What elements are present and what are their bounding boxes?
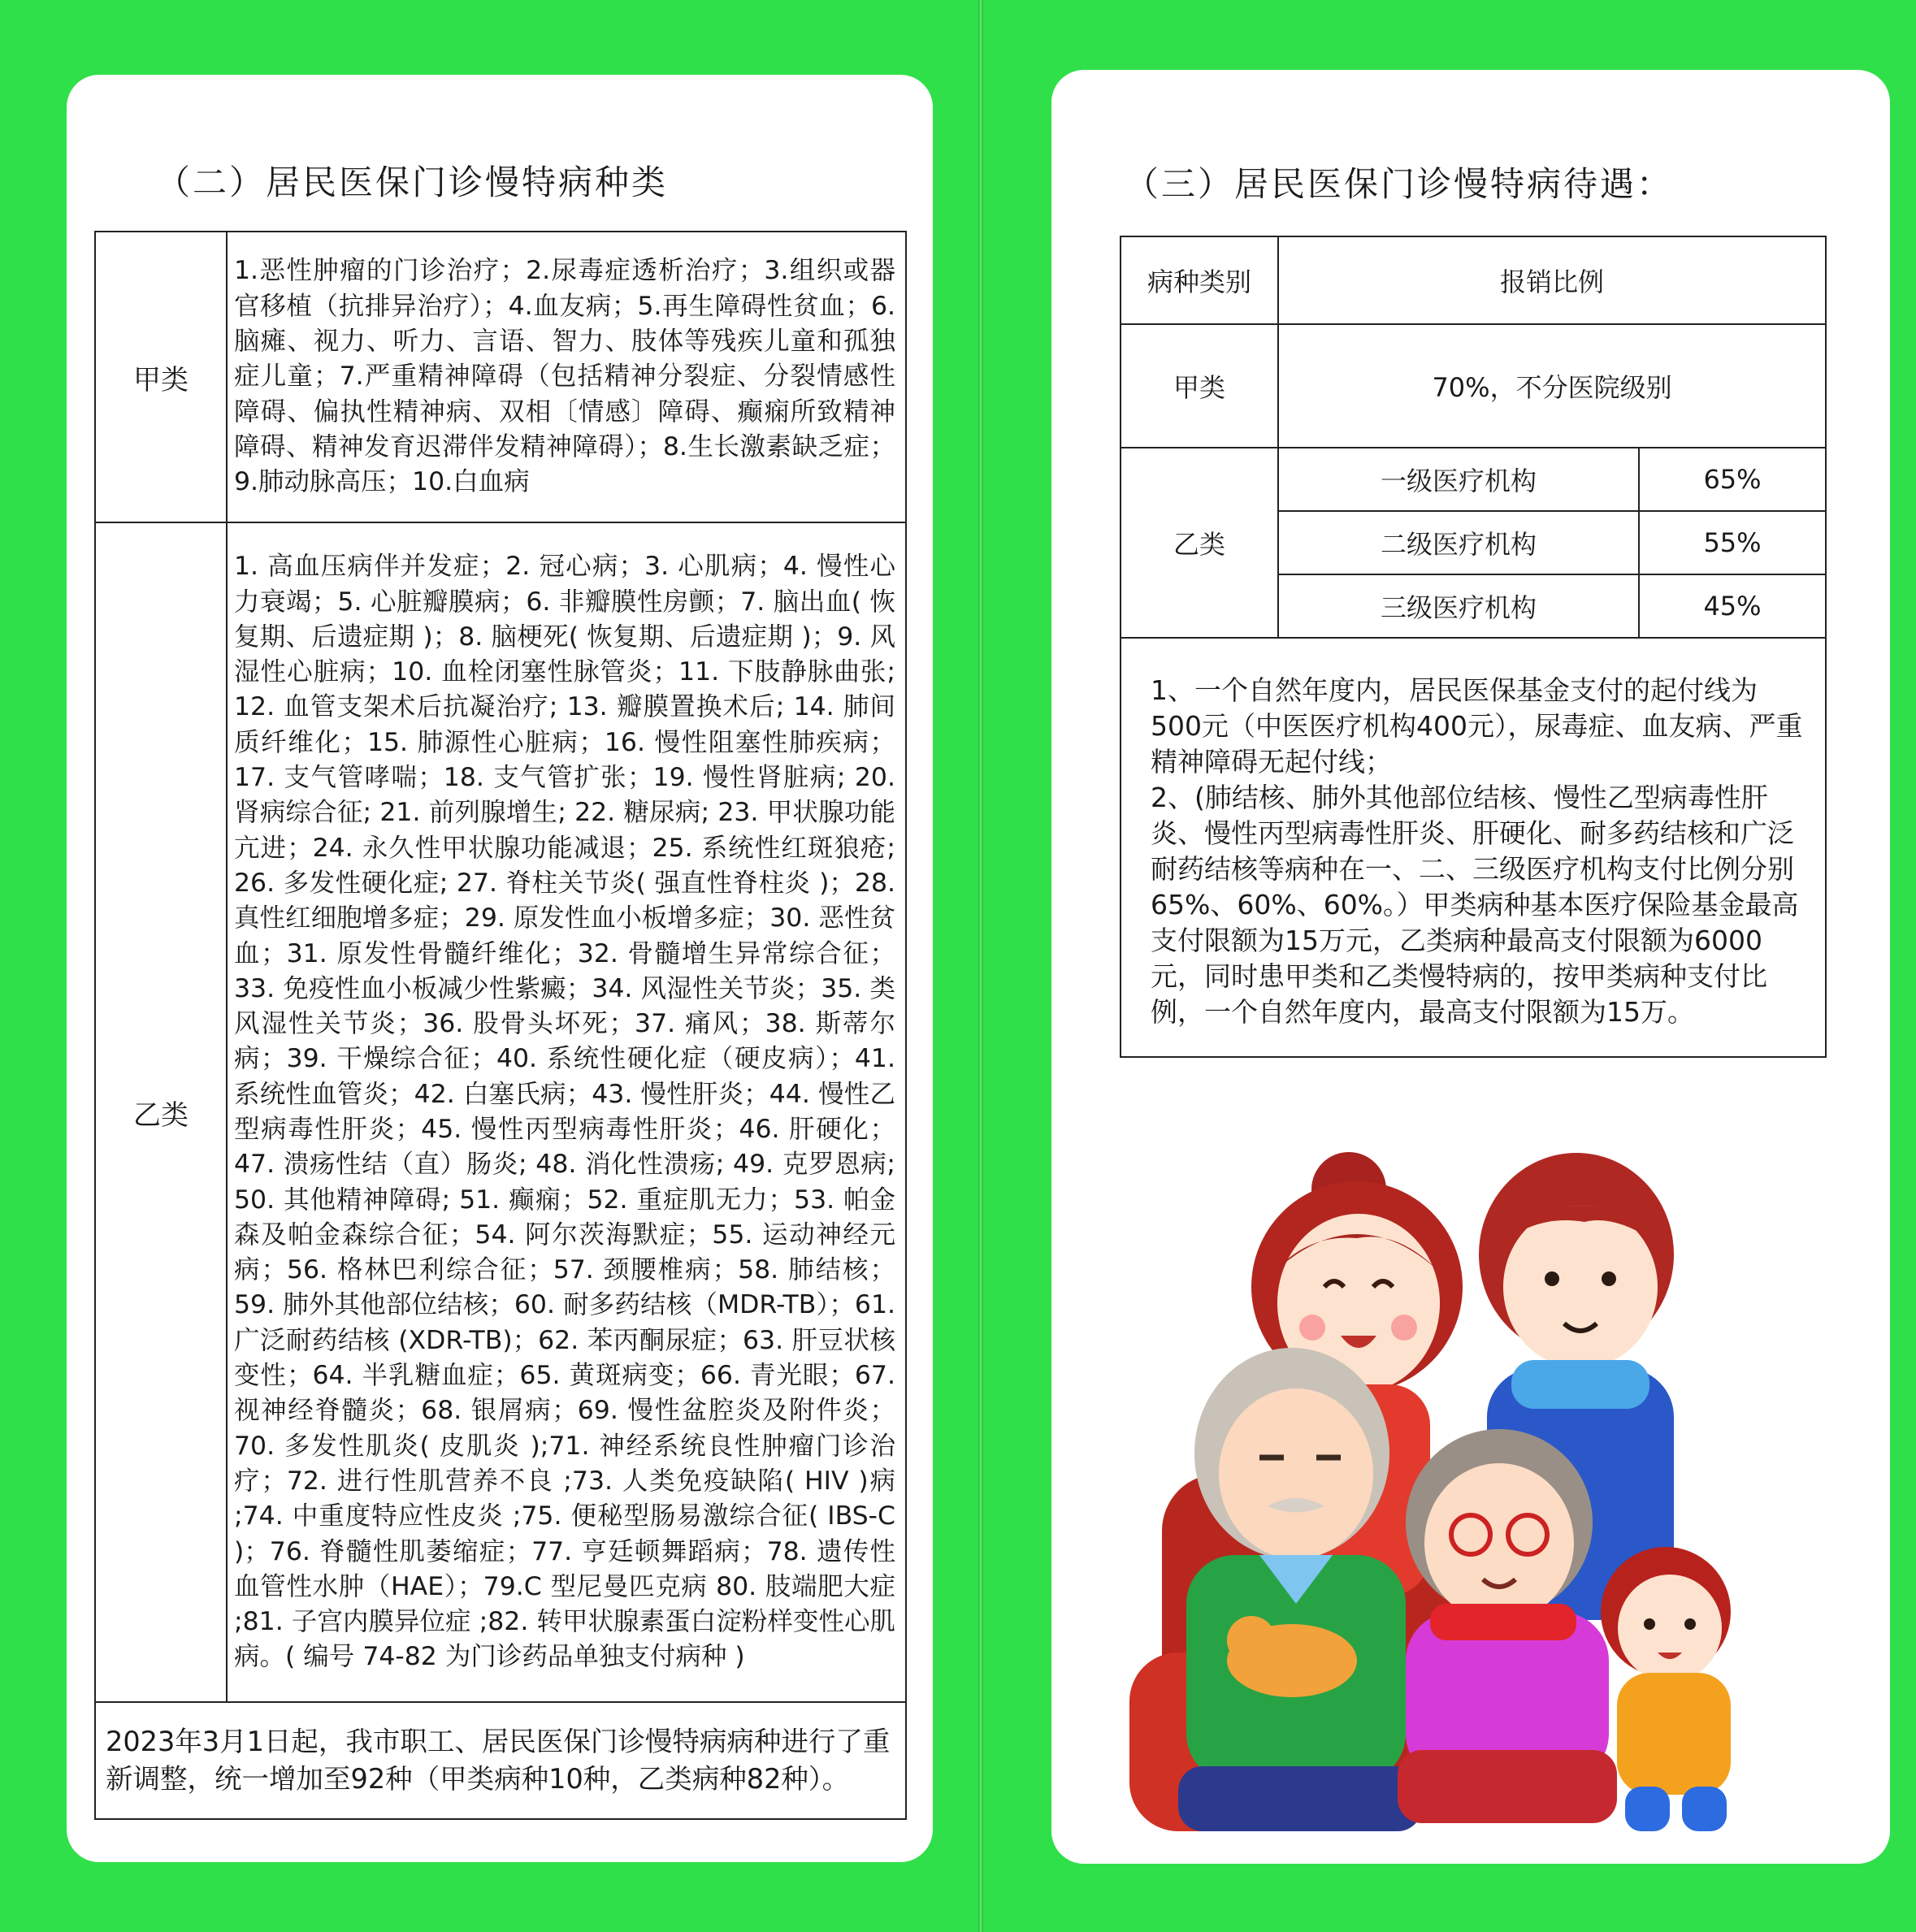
level-name: 二级医疗机构 xyxy=(1278,511,1639,574)
right-page xyxy=(1051,70,1890,1864)
left-page xyxy=(67,75,933,1862)
class-b-label: 乙类 xyxy=(95,522,227,1702)
note-row xyxy=(95,1702,906,1819)
level-name: 一级医疗机构 xyxy=(1278,448,1639,511)
class-a-rate-value: 70%，不分医院级别 xyxy=(1278,324,1826,448)
notes-row xyxy=(1121,638,1826,1057)
class-a-rate-label: 甲类 xyxy=(1121,324,1278,448)
family-illustration-icon xyxy=(1129,1133,1812,1848)
level-rate: 65% xyxy=(1639,448,1826,511)
reimbursement-table xyxy=(1120,236,1827,1058)
policy-notes xyxy=(1121,638,1826,1057)
class-b-diseases: 1. 高血压病伴并发症；2. 冠心病；3. 心肌病；4. 慢性心力衰竭；5. 心脏瓣膜病；6. 非瓣膜性房颤；7. 脑出血( 恢复期、后遗症期 )；8. 脑梗死( 恢复期、后遗症期 )；9. 风湿性心脏病；10. 血栓闭塞性脉管炎；11. 下肢静脉曲张; 12. 血管支架术后抗凝治疗; 13. 瓣膜置换术后; 14. 肺间质纤维化；15. 肺源性心脏病；16. 慢性阻塞性肺疾病；17. 支气管哮喘；18. 支气管扩张；19. 慢性肾脏病; 20. 肾病综合征; 21. 前列腺增生; 22. 糖尿病; 23. 甲状腺功能亢进；24. 永久性甲状腺功能减退；25. 系统性红斑狼疮; 26. 多发性硬化症; 27. 脊柱关节炎( 强直性脊柱炎 )；28. 真性红细胞增多症；29. 原发性血小板增多症；30. 恶性贫血；31. 原发性骨髓纤维化；32. 骨髓增生异常综合征；33. 免疫性血小板减少性紫癜；34. 风湿性关节炎；35. 类风湿性关节炎；36. 股骨头坏死；37. 痛风；38. 斯蒂尔病；39. 干燥综合征；40. 系统性硬化症（硬皮病）；41. 系统性血管炎；42. 白塞氏病；43. 慢性肝炎；44. 慢性乙型病毒性肝炎；45. 慢性丙型病毒性肝炎；46. 肝硬化；47. 溃疡性结（直）肠炎; 48. 消化性溃疡; 49. 克罗恩病; 50. 其他精神障碍; 51. 癫痫；52. 重症肌无力；53. 帕金森及帕金森综合征；54. 阿尔茨海默症；55. 运动神经元病；56. 格林巴利综合征；57. 颈腰椎病；58. 肺结核；59. 肺外其他部位结核；60. 耐多药结核（MDR-TB）；61. 广泛耐药结核 (XDR-TB)；62. 苯丙酮尿症；63. 肝豆状核变性；64. 半乳糖血症；65. 黄斑病变；66. 青光眼；67. 视神经脊髓炎；68. 银屑病；69. 慢性盆腔炎及附件炎；70. 多发性肌炎( 皮肌炎 );71. 神经系统良性肿瘤门诊治疗；72. 进行性肌营养不良 ;73. 人类免疫缺陷( HIV )病 ;74. 中重度特应性皮炎 ;75. 便秘型肠易激综合征( IBS-C )；76. 脊髓性肌萎缩症；77. 亨廷顿舞蹈病；78. 遗传性血管性水肿（HAE）；79.C 型尼曼匹克病 80. 肢端肥大症 ;81. 子宫内膜异位症 ;82. 转甲状腺素蛋白淀粉样变性心肌病。( 编号 74-82 为门诊药品单独支付病种 ) xyxy=(227,522,906,1702)
header-row xyxy=(1121,236,1826,324)
page-fold xyxy=(978,0,983,1932)
level-name: 三级医疗机构 xyxy=(1278,574,1639,638)
level-rate: 45% xyxy=(1639,574,1826,638)
policy-note-2: 2、(肺结核、肺外其他部位结核、慢性乙型病毒性肝炎、慢性丙型病毒性肝炎、肝硬化、耐多药结核和广泛耐药结核等病种在一、二、三级医疗机构支付比例分别65%、60%、60%。）甲类病种基本医疗保险基金最高支付限额为15万元，乙类病种最高支付限额为6000元，同时患甲类和乙类慢特病的，按甲类病种支付比例，一个自然年度内，最高支付限额为15万。 xyxy=(1151,782,1799,1028)
disease-category-table xyxy=(94,231,907,1820)
class-a-label: 甲类 xyxy=(95,232,227,522)
class-a-diseases: 1.恶性肿瘤的门诊治疗；2.尿毒症透析治疗；3.组织或器官移植（抗排异治疗）；4.血友病；5.再生障碍性贫血；6.脑瘫、视力、听力、言语、智力、肢体等残疾儿童和孤独症儿童；7.严重精神障碍（包括精神分裂症、分裂情感性障碍、偏执性精神病、双相〔情感〕障碍、癫痫所致精神障碍、精神发育迟滞伴发精神障碍）；8.生长激素缺乏症；9.肺动脉高压；10.白血病 xyxy=(227,232,906,522)
right-heading: （三）居民医保门诊慢特病待遇： xyxy=(1125,164,1674,204)
class-a-rate-row xyxy=(1121,324,1826,448)
col-header-category: 病种类别 xyxy=(1121,236,1278,324)
class-b-level-1-row xyxy=(1121,448,1826,511)
col-header-rate: 报销比例 xyxy=(1278,236,1826,324)
class-a-row xyxy=(95,232,906,522)
class-b-rate-label: 乙类 xyxy=(1121,448,1278,638)
level-rate: 55% xyxy=(1639,511,1826,574)
policy-note-1: 1、一个自然年度内，居民医保基金支付的起付线为500元（中医医疗机构400元），尿毒症、血友病、严重精神障碍无起付线； xyxy=(1151,674,1803,778)
class-b-row xyxy=(95,522,906,1702)
adjustment-note: 2023年3月1日起，我市职工、居民医保门诊慢特病病种进行了重新调整，统一增加至92种（甲类病种10种，乙类病种82种）。 xyxy=(95,1702,906,1819)
left-heading: （二）居民医保门诊慢特病种类 xyxy=(156,162,669,202)
